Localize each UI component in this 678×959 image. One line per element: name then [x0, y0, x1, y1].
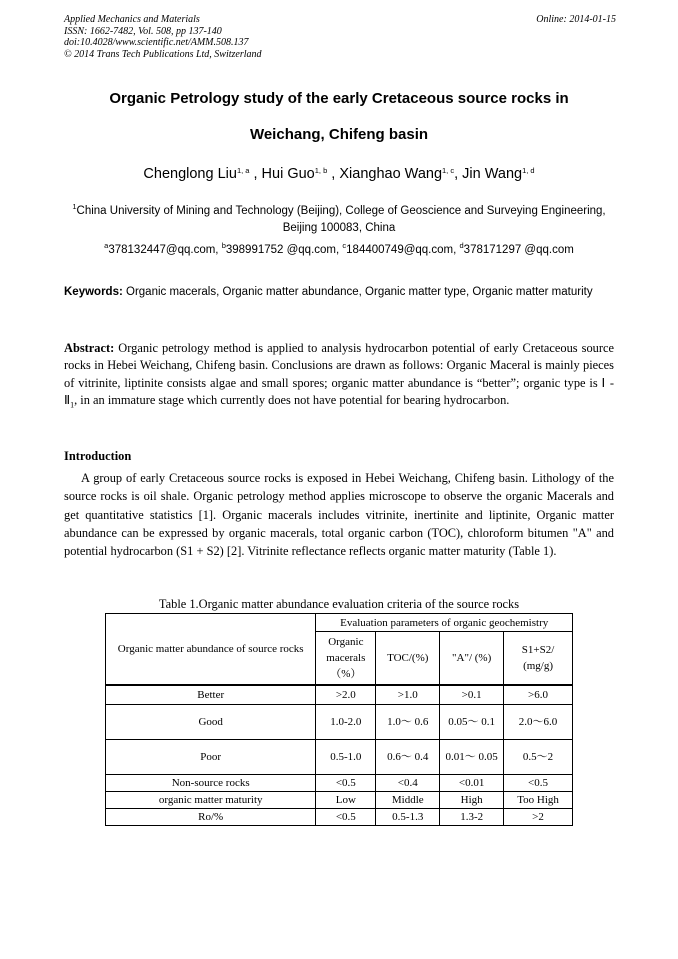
paper-title-line-1: Organic Petrology study of the early Cretaceous source rocks in — [109, 90, 569, 107]
table-cell: <0.5 — [316, 775, 376, 792]
author-name: Xianghao Wang — [339, 166, 443, 182]
email-mark: c — [342, 241, 347, 250]
table-cell: 0.5-1.0 — [316, 740, 376, 775]
author-affiliation-mark: 1, a — [236, 166, 250, 175]
copyright-line: © 2014 Trans Tech Publications Ltd, Switzerland — [64, 48, 262, 60]
email-mark: d — [459, 241, 464, 250]
table-cell: >0.1 — [440, 685, 504, 705]
row-label: Good — [106, 705, 316, 740]
row-label: Better — [106, 685, 316, 705]
affiliation-mark: 1 — [72, 202, 77, 211]
author-separator: , — [249, 166, 262, 182]
table-caption: Table 1.Organic matter abundance evaluation criteria of the source rocks — [158, 597, 520, 611]
table-cell: 1.3-2 — [440, 809, 504, 826]
email-address: 398991752 @qq.com — [225, 244, 337, 256]
author-name: Chenglong Liu — [143, 166, 237, 182]
table-cell: 0.5-1.3 — [376, 809, 440, 826]
table-cell: <0.01 — [440, 775, 504, 792]
column-header: TOC/(%) — [376, 632, 440, 686]
introduction-paragraph: A group of early Cretaceous source rocks is exposed in Hebei Weichang, Chifeng basin. Lithology of the source rocks is oil shale. Organic petrology method applies microscope to observe the organic Macerals and get quantitative statistics [1]. Organic macerals includes vitrinite, inertinite and liptinite, Organic matter abundance can be expressed by organic macerals, total organic carbon (TOC), chloroform bitumen "A" and potential hydrocarbon (S1 + S2) [2]. Vitrinite reflectance reflects organic matter maturity (Table 1). — [64, 471, 614, 559]
email-separator: , — [453, 244, 460, 256]
row-label: Ro/% — [106, 809, 316, 826]
column-header: Organic macerals （%） — [316, 632, 376, 686]
table-cell: Middle — [376, 792, 440, 809]
issn-line: ISSN: 1662-7482, Vol. 508, pp 137-140 — [64, 25, 222, 37]
table-row-header: Organic matter abundance of source rocks — [106, 614, 316, 686]
table-cell: 1.0-2.0 — [316, 705, 376, 740]
table-cell: >2 — [504, 809, 573, 826]
author-affiliation-mark: 1, c — [442, 166, 455, 175]
table-cell: 1.0～ 0.6 — [376, 705, 440, 740]
table-cell: <0.5 — [316, 809, 376, 826]
table-cell: 0.6～ 0.4 — [376, 740, 440, 775]
table-cell: 0.5～2 — [504, 740, 573, 775]
email-address: 378171297 @qq.com — [463, 244, 574, 256]
abstract-subscript: 1 — [70, 400, 75, 410]
table-row — [106, 740, 573, 775]
column-header: S1+S2/ (mg/g) — [504, 632, 573, 686]
email-separator: , — [336, 244, 343, 256]
email-mark: a — [104, 241, 109, 250]
table-cell: High — [440, 792, 504, 809]
table-cell: Low — [316, 792, 376, 809]
table-row — [106, 775, 573, 792]
table-cell: >6.0 — [504, 685, 573, 705]
row-label: Poor — [106, 740, 316, 775]
table-cell: <0.5 — [504, 775, 573, 792]
keywords — [64, 284, 614, 301]
author-list — [40, 166, 638, 182]
email-mark: b — [221, 241, 226, 250]
affiliation — [70, 203, 608, 237]
paper-title-line-2: Weichang, Chifeng basin — [249, 126, 429, 143]
table-cell: 0.05～ 0.1 — [440, 705, 504, 740]
table-group-header: Evaluation parameters of organic geochemistry — [316, 614, 573, 632]
introduction-heading: Introduction — [64, 449, 132, 463]
table-cell: >1.0 — [376, 685, 440, 705]
table-header-row — [106, 614, 573, 632]
abstract-text-end: , in an immature stage which currently does not have potential for bearing hydrocarbon. — [74, 392, 510, 407]
email-address: 184400749@qq.com — [346, 244, 454, 256]
table-row — [106, 705, 573, 740]
author-affiliation-mark: 1, d — [522, 166, 535, 175]
table-cell: Too High — [504, 792, 573, 809]
email-separator: , — [215, 244, 222, 256]
keywords-text: Organic macerals, Organic matter abundance, Organic matter type, Organic matter maturity — [126, 286, 593, 298]
abstract — [64, 340, 614, 409]
keywords-label: Keywords: — [64, 286, 123, 298]
row-label: Non-source rocks — [106, 775, 316, 792]
email-list — [40, 241, 638, 256]
criteria-table — [105, 613, 573, 826]
journal-header — [64, 14, 262, 60]
abstract-text: Organic petrology method is applied to analysis hydrocarbon potential of early Cretaceous source rocks in Hebei Weichang, Chifeng basin. Conclusions are drawn as follows: Organic Maceral is mainly pieces of vitrinite, liptinite consists algae and small spores; organic matter abundance is “better”; organic type is Ⅰ - Ⅱ — [64, 341, 614, 407]
table-cell: 2.0～6.0 — [504, 705, 573, 740]
row-label: organic matter maturity — [106, 792, 316, 809]
email-address: 378132447@qq.com — [108, 244, 216, 256]
online-date: Online: 2014-01-15 — [536, 14, 616, 25]
table-row — [106, 792, 573, 809]
doi-line: doi:10.4028/www.scientific.net/AMM.508.137 — [64, 37, 249, 48]
author-separator: , — [454, 166, 463, 182]
table-cell: >2.0 — [316, 685, 376, 705]
table-row — [106, 685, 573, 705]
affiliation-text: China University of Mining and Technology (Beijing), College of Geoscience and Surveying Engineering, Beijing 100083, China — [76, 205, 606, 234]
table-row — [106, 809, 573, 826]
table-cell: <0.4 — [376, 775, 440, 792]
author-name: Hui Guo — [261, 166, 315, 182]
author-affiliation-mark: 1, b — [314, 166, 328, 175]
author-name: Jin Wang — [462, 166, 523, 182]
author-separator: , — [327, 166, 340, 182]
journal-name: Applied Mechanics and Materials — [64, 14, 200, 25]
column-header: "A"/ (%) — [440, 632, 504, 686]
abstract-label: Abstract: — [64, 341, 115, 355]
table-cell: 0.01～ 0.05 — [440, 740, 504, 775]
